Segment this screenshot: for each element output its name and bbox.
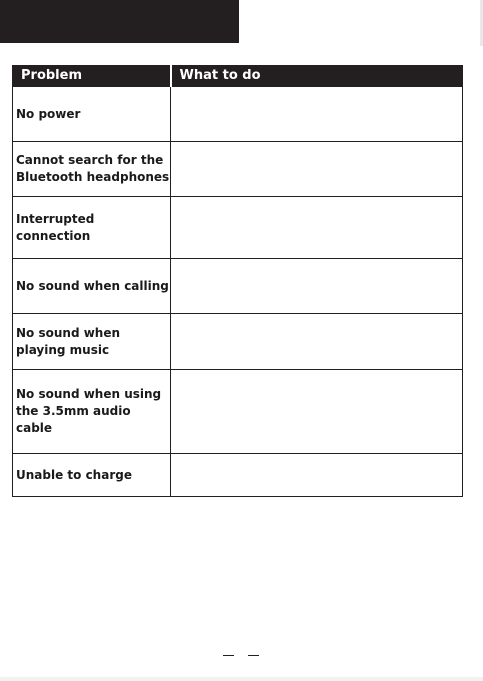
problem-cell: No power <box>13 87 171 142</box>
table-row <box>13 454 463 497</box>
problem-cell: No sound when using the 3.5mm audio cable <box>13 370 171 454</box>
problem-cell: Cannot search for the Bluetooth headphones <box>13 142 171 197</box>
action-cell <box>171 197 463 259</box>
header-problem: Problem <box>13 66 171 87</box>
problem-cell: Unable to charge <box>13 454 171 497</box>
table-row <box>13 259 463 314</box>
problem-cell: Interrupted connection <box>13 197 171 259</box>
table-row <box>13 197 463 259</box>
table-header-row <box>13 66 463 87</box>
action-cell <box>171 454 463 497</box>
table-row <box>13 314 463 370</box>
problem-cell: No sound when calling <box>13 259 171 314</box>
page-mark-left <box>223 655 234 656</box>
table-row <box>13 87 463 142</box>
table-row <box>13 142 463 197</box>
header-bar <box>0 0 239 43</box>
page-mark-right <box>248 655 259 656</box>
problem-cell: No sound when playing music <box>13 314 171 370</box>
header-what-to-do: What to do <box>171 66 463 87</box>
bottom-edge <box>0 677 483 681</box>
troubleshooting-table <box>12 65 463 497</box>
action-cell <box>171 314 463 370</box>
table-row <box>13 370 463 454</box>
action-cell <box>171 259 463 314</box>
action-cell <box>171 87 463 142</box>
action-cell <box>171 142 463 197</box>
action-cell <box>171 370 463 454</box>
